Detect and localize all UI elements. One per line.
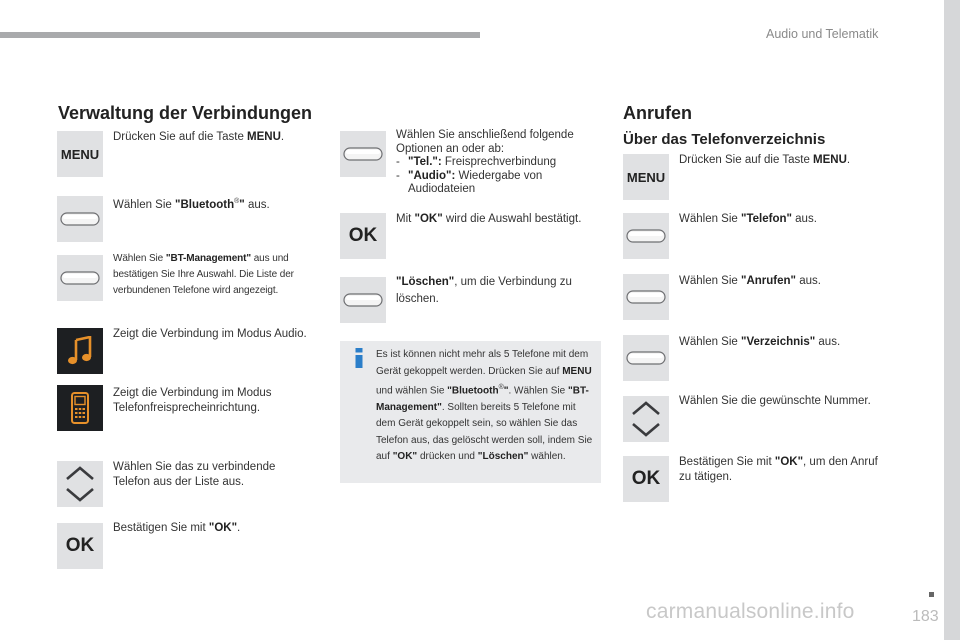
page-edge-rail bbox=[944, 0, 960, 640]
left-step-7-text: Bestätigen Sie mit "OK". bbox=[113, 522, 241, 534]
right-step-2-text: Wählen Sie "Telefon" aus. bbox=[679, 213, 817, 225]
menu-key-icon: MENU bbox=[57, 131, 103, 177]
header-rule bbox=[0, 32, 480, 38]
mobile-phone-icon bbox=[57, 385, 103, 431]
right-section-subtitle: Über das Telefonverzeichnis bbox=[623, 131, 826, 148]
rocker-button-icon bbox=[623, 213, 669, 259]
rocker-button-icon bbox=[57, 196, 103, 242]
music-note-icon bbox=[57, 328, 103, 374]
right-step-3-text: Wählen Sie "Anrufen" aus. bbox=[679, 275, 821, 287]
page-number: 183 bbox=[912, 608, 939, 625]
right-step-6-text: Bestätigen Sie mit "OK", um den Anruf zu tätigen. bbox=[679, 456, 878, 483]
ok-key-icon: OK bbox=[623, 456, 669, 502]
rocker-button-icon bbox=[340, 131, 386, 177]
info-text: Es ist können nicht mehr als 5 Telefone mit dem Gerät gekoppelt werden. Drücken Sie auf MENU und wählen Sie "Bluetooth®". Wählen Sie "BT-Management". Sollten bereits 5 Telefone mit dem Gerät gekoppelt sein, so wählen Sie das Telefon aus, das gelöscht werden soll, indem Sie auf "OK" drücken und "Löschen" wählen. bbox=[376, 349, 593, 463]
right-step-1-text: Drücken Sie auf die Taste MENU. bbox=[679, 154, 851, 166]
watermark: carmanualsonline.info bbox=[646, 600, 855, 623]
up-down-arrows-icon bbox=[623, 396, 669, 442]
right-step-5-text: Wählen Sie die gewünschte Nummer. bbox=[679, 395, 871, 407]
middle-step-2-text: Mit "OK" wird die Auswahl bestätigt. bbox=[396, 213, 582, 225]
rocker-button-icon bbox=[623, 274, 669, 320]
up-down-arrows-icon bbox=[57, 461, 103, 507]
rocker-button-icon bbox=[57, 255, 103, 301]
info-icon bbox=[352, 348, 366, 368]
left-section-title: Verwaltung der Verbindungen bbox=[58, 103, 313, 123]
ok-key-icon: OK bbox=[340, 213, 386, 259]
left-step-6-text: Wählen Sie das zu verbindende Telefon aus der Liste aus. bbox=[113, 461, 276, 488]
rocker-button-icon bbox=[623, 335, 669, 381]
section-label: Audio und Telematik bbox=[766, 27, 879, 41]
menu-key-icon: MENU bbox=[623, 154, 669, 200]
left-step-4-text: Zeigt die Verbindung im Modus Audio. bbox=[113, 328, 307, 340]
right-step-4-text: Wählen Sie "Verzeichnis" aus. bbox=[679, 336, 841, 348]
page-marker bbox=[929, 592, 934, 597]
left-step-1-text: Drücken Sie auf die Taste MENU. bbox=[113, 131, 285, 143]
rocker-button-icon bbox=[340, 277, 386, 323]
middle-step-3-text: "Löschen", um die Verbindung zu löschen. bbox=[396, 276, 572, 305]
ok-key-icon: OK bbox=[57, 523, 103, 569]
right-section-title: Anrufen bbox=[623, 103, 692, 123]
middle-step-1-text: Wählen Sie anschließend folgende Optionen an oder ab: - "Tel.": Freisprechverbindung - "Audio": Wiedergabe von Audiodateien bbox=[396, 129, 574, 195]
left-step-2-text: Wählen Sie "Bluetooth®" aus. bbox=[113, 198, 270, 211]
left-step-5-text: Zeigt die Verbindung im Modus Telefonfreisprecheinrichtung. bbox=[113, 387, 272, 414]
left-step-3-text: Wählen Sie "BT-Management" aus und bestätigen Sie Ihre Auswahl. Die Liste der verbundenen Telefone wird angezeigt. bbox=[113, 253, 294, 296]
